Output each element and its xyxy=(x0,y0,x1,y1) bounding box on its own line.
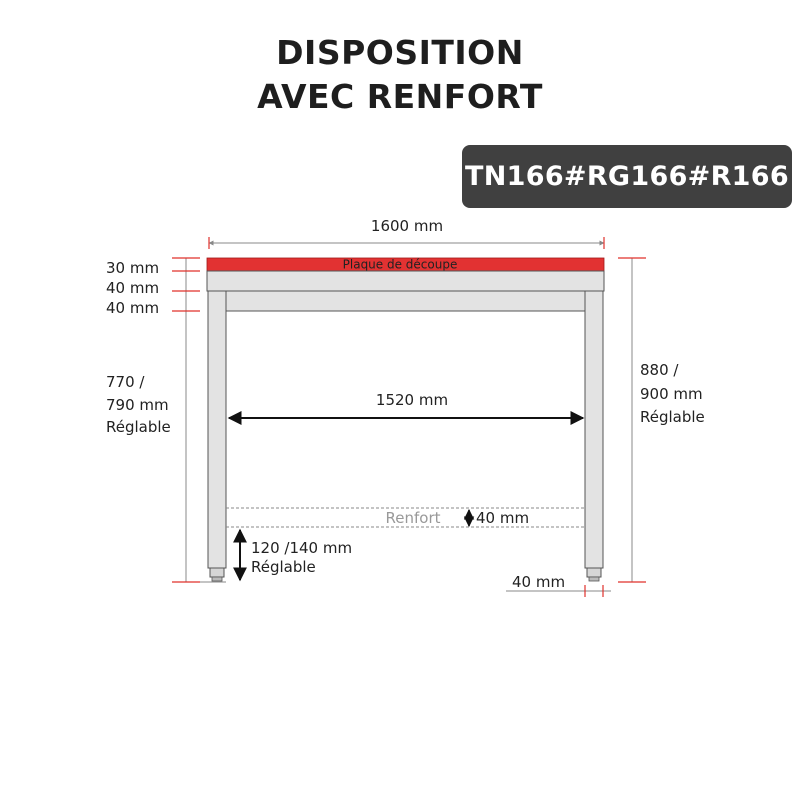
foot-height-label-1: 120 /140 mm xyxy=(251,539,353,557)
leg-height-label-2: 790 mm xyxy=(106,396,169,414)
right-leg xyxy=(585,291,603,568)
leg-height-label-1: 770 / xyxy=(106,373,145,391)
left-leg xyxy=(208,291,226,568)
brace-height-label: 40 mm xyxy=(476,509,530,527)
upper-rail xyxy=(226,291,585,311)
inner-width-label: 1520 mm xyxy=(375,391,449,409)
page-title-line1: DISPOSITION xyxy=(276,33,524,72)
rail-height-label: 40 mm xyxy=(106,299,160,317)
total-height-label-1: 880 / xyxy=(640,361,679,379)
cutting-board-label: Plaque de découpe xyxy=(342,257,458,272)
leg-height-label-3: Réglable xyxy=(106,418,171,436)
total-height-label-2: 900 mm xyxy=(640,385,703,403)
leg-width-label: 40 mm xyxy=(512,573,566,591)
apron-height-label: 40 mm xyxy=(106,279,160,297)
overall-width-dimension xyxy=(209,237,604,249)
total-height-label-3: Réglable xyxy=(640,408,705,426)
right-foot xyxy=(587,568,601,577)
overall-width-label: 1600 mm xyxy=(370,217,444,235)
top-thickness-label: 30 mm xyxy=(106,259,160,277)
left-foot xyxy=(210,568,224,577)
page-title-line2: AVEC RENFORT xyxy=(257,77,543,116)
right-foot-pad xyxy=(589,577,599,581)
left-foot-pad xyxy=(212,577,222,581)
table-top xyxy=(207,271,604,291)
brace-label: Renfort xyxy=(385,509,441,527)
foot-height-label-2: Réglable xyxy=(251,558,316,576)
reference-badge: TN166#RG166#R166 xyxy=(462,145,792,208)
